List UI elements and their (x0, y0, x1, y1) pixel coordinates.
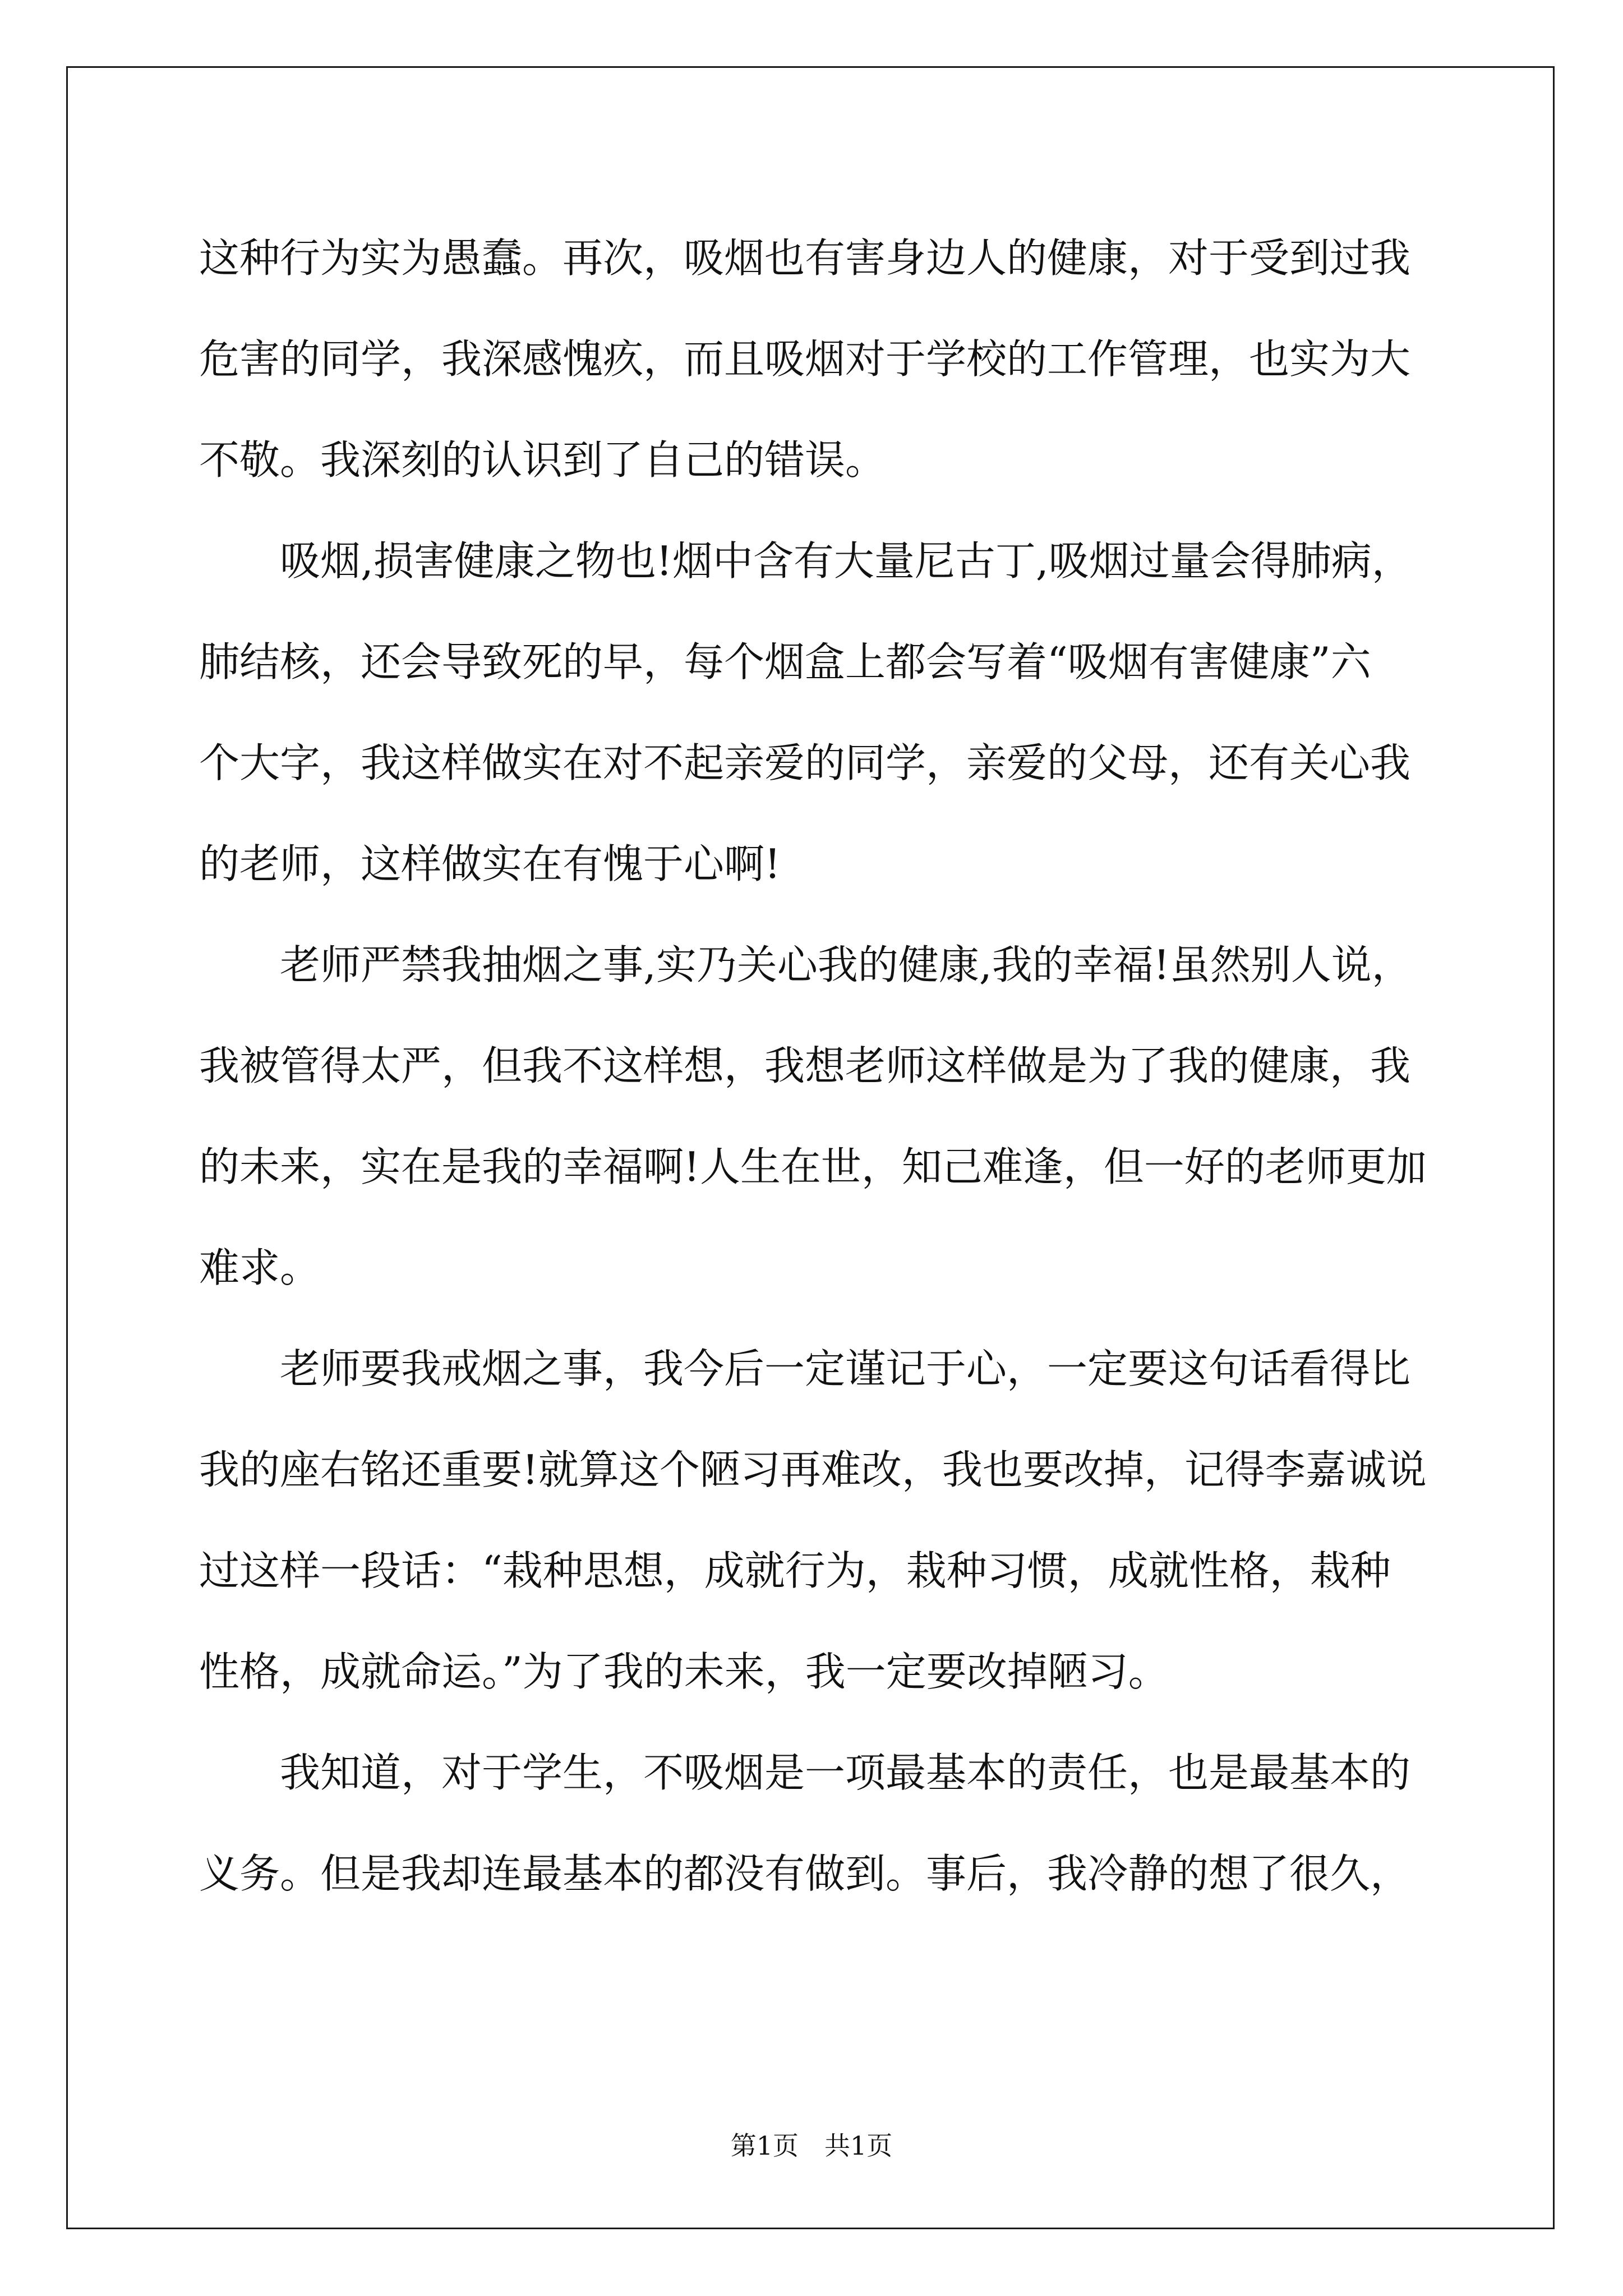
text-line: 过这样一段话：“栽种思想，成就行为，栽种习惯，成就性格，栽种 (199, 1547, 1391, 1594)
text-line: 吸烟,损害健康之物也!烟中含有大量尼古丁,吸烟过量会得肺病， (280, 537, 1412, 585)
text-line: 危害的同学，我深感愧疚，而且吸烟对于学校的工作管理，也实为大 (199, 335, 1411, 383)
page-number-footer: 第1页 共1页 (730, 2131, 893, 2161)
text-line: 肺结核，还会导致死的早，每个烟盒上都会写着“吸烟有害健康”六 (199, 638, 1371, 685)
paragraph (199, 1722, 1433, 1924)
text-line: 这种行为实为愚蠢。再次，吸烟也有害身边人的健康，对于受到过我 (199, 234, 1411, 282)
document-body (199, 208, 1433, 1924)
text-line: 个大字，我这样做实在对不起亲爱的同学，亲爱的父母，还有关心我 (199, 739, 1411, 786)
text-line: 不敬。我深刻的认识到了自己的错误。 (199, 436, 886, 484)
text-line: 老师要我戒烟之事，我今后一定谨记于心，一定要这句话看得比 (280, 1345, 1411, 1392)
text-line: 的老师，这样做实在有愧于心啊! (199, 840, 781, 887)
text-line: 我的座右铭还重要!就算这个陋习再难改，我也要改掉，记得李嘉诚说 (199, 1446, 1427, 1493)
text-line: 义务。但是我却连最基本的都没有做到。事后，我冷静的想了很久， (199, 1850, 1411, 1897)
text-line: 难求。 (199, 1244, 321, 1291)
paragraph (199, 510, 1433, 914)
text-line: 我知道，对于学生，不吸烟是一项最基本的责任，也是最基本的 (280, 1749, 1411, 1796)
paragraph (199, 914, 1433, 1318)
text-line: 老师严禁我抽烟之事,实乃关心我的健康,我的幸福!虽然别人说， (280, 941, 1412, 988)
text-line: 我被管得太严，但我不这样想，我想老师这样做是为了我的健康，我 (199, 1042, 1411, 1089)
paragraph (199, 1318, 1433, 1722)
text-line: 的未来，实在是我的幸福啊!人生在世，知己难逢，但一好的老师更加 (199, 1143, 1427, 1190)
text-line: 性格，成就命运。”为了我的未来，我一定要改掉陋习。 (199, 1648, 1169, 1695)
paragraph (199, 208, 1433, 510)
